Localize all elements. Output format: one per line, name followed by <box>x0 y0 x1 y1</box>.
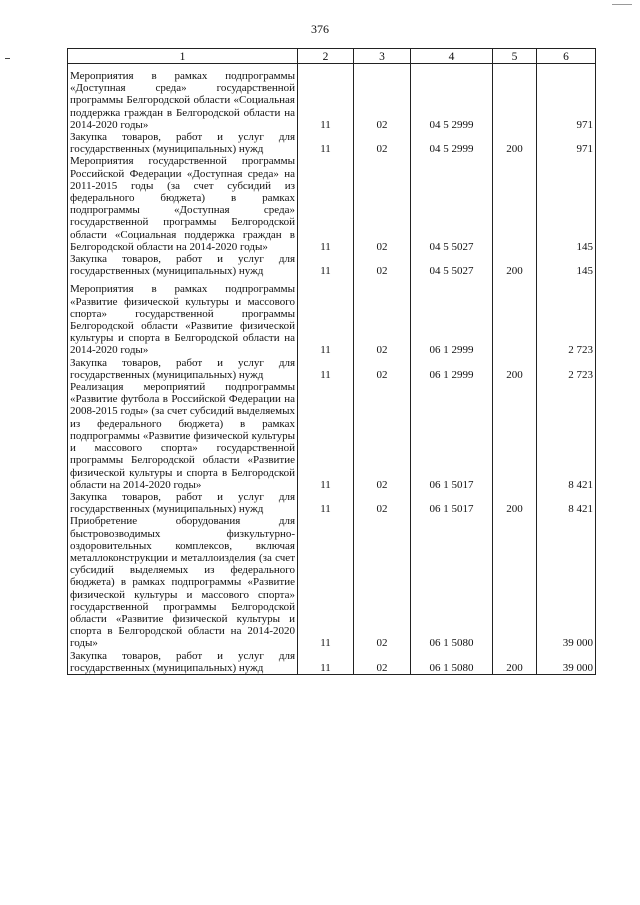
row-col-2: 11 <box>298 357 354 381</box>
row-col-3: 02 <box>354 283 411 356</box>
table-row <box>68 131 596 155</box>
header-row <box>68 49 596 64</box>
row-col-5: 200 <box>493 357 537 381</box>
row-col-4: 06 1 2999 <box>411 283 493 356</box>
header-col-6: 6 <box>537 49 596 64</box>
row-col-6: 145 <box>537 155 596 253</box>
row-description: Мероприятия в рамках подпрограммы «Доступная среда» государственной программы Белгородской области «Социальная поддержка граждан в Белгородской области на 2014-2020 годы» <box>68 70 298 131</box>
row-col-5: 200 <box>493 131 537 155</box>
row-col-3: 02 <box>354 650 411 675</box>
row-col-5: 200 <box>493 650 537 675</box>
scan-mark <box>612 4 632 5</box>
row-col-3: 02 <box>354 357 411 381</box>
header-col-2: 2 <box>298 49 354 64</box>
row-col-2: 11 <box>298 491 354 515</box>
table-row <box>68 253 596 277</box>
row-col-3: 02 <box>354 70 411 131</box>
page-number: 376 <box>311 22 329 36</box>
header-col-4: 4 <box>411 49 493 64</box>
row-description: Реализация мероприятий подпрограммы «Развитие футбола в Российской Федерации на 2008-2015 годы» (за счет субсидий выделяемых из федерального бюджета) в рамках подпрограммы «Развитие физической культуры и массового спорта» государственной программы Белгородской области «Развитие физической культуры и спорта в Белгородской области на 2014-2020 годы» <box>68 381 298 491</box>
table-row <box>68 491 596 515</box>
row-col-5 <box>493 283 537 356</box>
row-col-4: 04 5 2999 <box>411 131 493 155</box>
row-description: Закупка товаров, работ и услуг для государственных (муниципальных) нужд <box>68 650 298 675</box>
table-row <box>68 515 596 649</box>
header-col-5: 5 <box>493 49 537 64</box>
row-col-5 <box>493 70 537 131</box>
row-col-2: 11 <box>298 70 354 131</box>
row-description: Мероприятия государственной программы Российской Федерации «Доступная среда» на 2011-2015 годы (за счет субсидий из федерального бюджета) в рамках подпрограммы «Доступная среда» государственной программы Белгородской области «Социальная поддержка граждан в Белгородской области на 2014-2020 годы» <box>68 155 298 253</box>
header-col-3: 3 <box>354 49 411 64</box>
row-description: Мероприятия в рамках подпрограммы «Развитие физической культуры и массового спорта» государственной программы Белгородской области «Развитие физической культуры и спорта в Белгородской области на 2014-2020 годы» <box>68 283 298 356</box>
row-col-2: 11 <box>298 515 354 649</box>
row-col-4: 06 1 5080 <box>411 650 493 675</box>
row-col-2: 11 <box>298 131 354 155</box>
row-col-4: 06 1 2999 <box>411 357 493 381</box>
row-col-2: 11 <box>298 253 354 277</box>
row-col-5 <box>493 155 537 253</box>
row-col-4: 04 5 2999 <box>411 70 493 131</box>
row-col-3: 02 <box>354 155 411 253</box>
row-description: Приобретение оборудования для быстровозводимых физкультурно-оздоровительных комплексов, включая металлоконструкции и металлоизделия (за счет субсидий выделяемых из федерального бюджета) в рамках подпрограммы «Развитие физической культуры и массового спорта» государственной программы Белгородской области «Развитие физической культуры и спорта в Белгородской области на 2014-2020 годы» <box>68 515 298 649</box>
row-description: Закупка товаров, работ и услуг для государственных (муниципальных) нужд <box>68 491 298 515</box>
row-col-6: 971 <box>537 131 596 155</box>
row-col-6: 971 <box>537 70 596 131</box>
row-col-3: 02 <box>354 491 411 515</box>
row-col-6: 39 000 <box>537 515 596 649</box>
row-col-5: 200 <box>493 491 537 515</box>
row-col-6: 2 723 <box>537 283 596 356</box>
row-col-6: 8 421 <box>537 381 596 491</box>
row-col-3: 02 <box>354 381 411 491</box>
budget-table <box>67 48 596 675</box>
row-col-4: 06 1 5017 <box>411 381 493 491</box>
scan-mark <box>5 58 10 59</box>
row-col-6: 145 <box>537 253 596 277</box>
row-col-6: 2 723 <box>537 357 596 381</box>
row-col-2: 11 <box>298 650 354 675</box>
row-description: Закупка товаров, работ и услуг для государственных (муниципальных) нужд <box>68 253 298 277</box>
row-col-3: 02 <box>354 131 411 155</box>
table-row <box>68 70 596 131</box>
row-description: Закупка товаров, работ и услуг для государственных (муниципальных) нужд <box>68 131 298 155</box>
row-col-6: 39 000 <box>537 650 596 675</box>
table-row <box>68 357 596 381</box>
row-col-2: 11 <box>298 155 354 253</box>
row-col-4: 04 5 5027 <box>411 155 493 253</box>
header-col-1: 1 <box>68 49 298 64</box>
row-col-4: 04 5 5027 <box>411 253 493 277</box>
table-row <box>68 650 596 675</box>
row-col-2: 11 <box>298 283 354 356</box>
row-col-5: 200 <box>493 253 537 277</box>
table-row <box>68 283 596 356</box>
row-col-5 <box>493 515 537 649</box>
row-col-3: 02 <box>354 515 411 649</box>
row-col-6: 8 421 <box>537 491 596 515</box>
row-col-4: 06 1 5017 <box>411 491 493 515</box>
table-row <box>68 381 596 491</box>
table-row <box>68 155 596 253</box>
row-col-5 <box>493 381 537 491</box>
row-col-3: 02 <box>354 253 411 277</box>
row-description: Закупка товаров, работ и услуг для государственных (муниципальных) нужд <box>68 357 298 381</box>
row-col-2: 11 <box>298 381 354 491</box>
row-col-4: 06 1 5080 <box>411 515 493 649</box>
